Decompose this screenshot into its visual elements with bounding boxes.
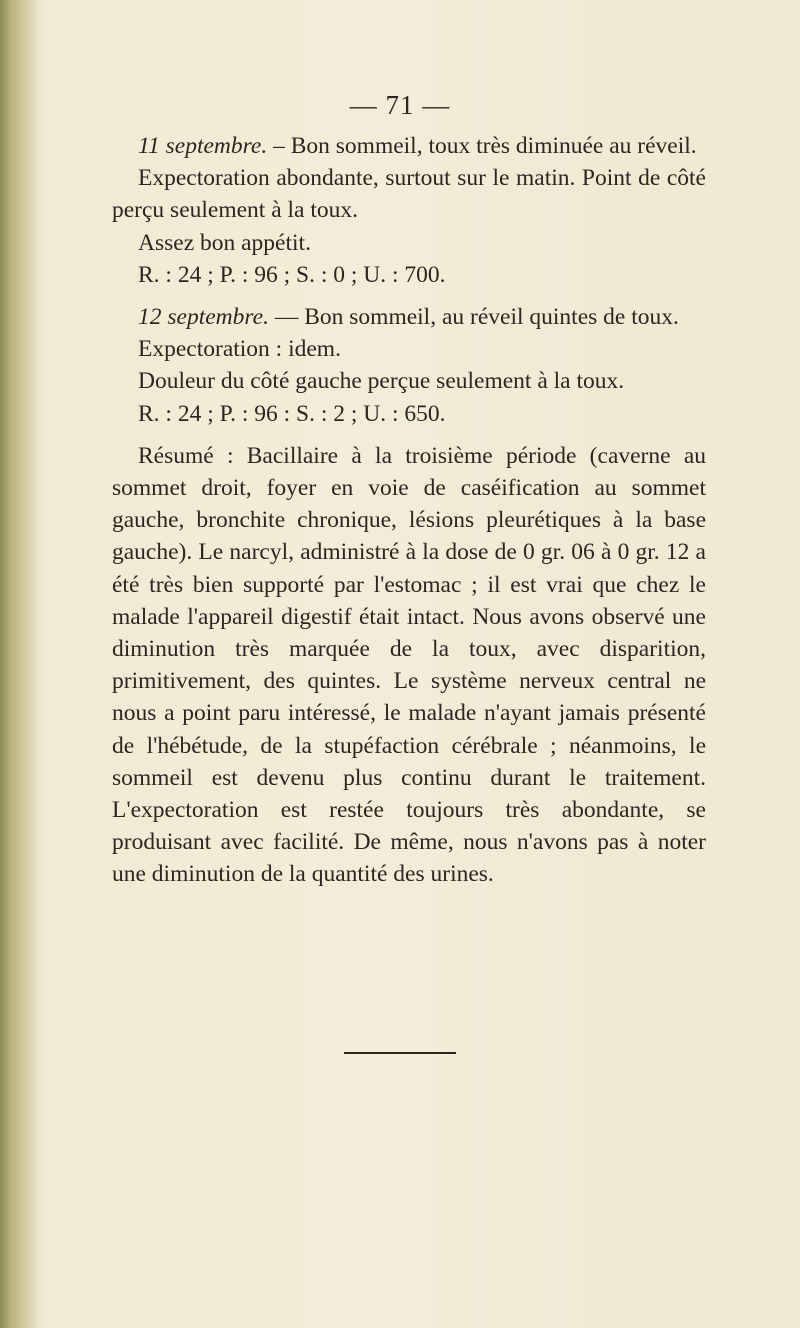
entry-date: 12 septembre. xyxy=(138,304,269,331)
page-binding-edge xyxy=(0,0,42,1328)
entry-line: Expectoration abondante, surtout sur le matin. Point de côté perçu seulement à la toux. xyxy=(112,165,706,224)
entry-12-septembre xyxy=(112,301,706,333)
entry-line: Douleur du côté gauche perçue seulement à la toux. xyxy=(138,368,625,395)
end-rule xyxy=(344,1052,456,1054)
entry-11-septembre xyxy=(112,130,706,162)
entry-text: — Bon sommeil, au réveil quintes de toux. xyxy=(274,304,679,331)
summary-paragraph: Résumé : Bacillaire à la troisième période (caverne au sommet droit, foyer en voie de caséification au sommet gauche, bronchite chronique, lésions pleurétiques à la base gauche). Le narcyl, administré à la dose de 0 gr. 06 à 0 gr. 12 a été très bien supporté par l'estomac ; il est vrai que chez le malade l'appareil digestif était intact. Nous avons observé une diminution très marquée de la toux, avec disparition, primitivement, des quintes. Le système nerveux central ne nous a point paru intéressé, le malade n'ayant jamais présenté de l'hébétude, de la stupéfaction cérébrale ; néanmoins, le sommeil est devenu plus continu durant le traitement. L'expectoration est restée toujours très abondante, se produisant avec facilité. De même, nous n'avons pas à noter une diminution de la quantité des urines. xyxy=(112,442,706,888)
entry-line: Assez bon appétit. xyxy=(138,229,311,256)
page-number: — 71 — xyxy=(349,90,451,120)
entry-text: – Bon sommeil, toux très diminuée au réveil. xyxy=(273,133,697,159)
entry-line: Expectoration : idem. xyxy=(138,336,341,363)
vitals-line: R. : 24 ; P. : 96 : S. : 2 ; U. : 650. xyxy=(138,400,446,427)
vitals-line: R. : 24 ; P. : 96 ; S. : 0 ; U. : 700. xyxy=(138,261,446,288)
body-text xyxy=(112,130,706,891)
entry-date: 11 septembre. xyxy=(138,133,268,159)
